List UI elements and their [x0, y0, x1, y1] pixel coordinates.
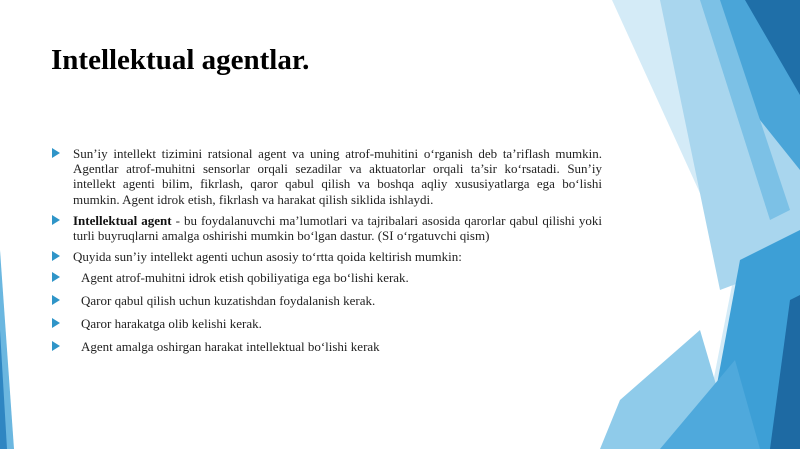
- bullet-text: Agent atrof-muhitni idrok etish qobiliyatiga ega bo‘lishi kerak.: [81, 270, 409, 286]
- bullet-text: Quyida sun’iy intellekt agenti uchun asosiy to‘rtta qoida keltirish mumkin:: [73, 249, 462, 265]
- bullet-item: [52, 249, 602, 264]
- bullet-item: [52, 339, 602, 354]
- triangle-arrow-icon: [52, 341, 60, 351]
- triangle-arrow-icon: [52, 215, 60, 225]
- bullet-item: [52, 293, 602, 308]
- triangle-arrow-icon: [52, 295, 60, 305]
- bullet-text: Sun’iy intellekt tizimini ratsional agent va uning atrof-muhitini o‘rganish deb ta’riflash mumkin. Agentlar atrof-muhitni sensorlar orqali sezadilar va aktuatorlar orqali ta’sir ko‘rsatadi. Sun’iy intellekt agenti bilim, fikrlash, qaror qabul qilish va boshqa aqliy xususiyatlarga ega bo‘lishi mumkin. Agent idrok etish, fikrlash va harakat qilish siklida ishlaydi.: [73, 146, 602, 207]
- triangle-arrow-icon: [52, 251, 60, 261]
- bullet-item: [52, 270, 602, 285]
- bullet-item: [52, 146, 602, 207]
- bullet-text: Qaror harakatga olib kelishi kerak.: [81, 315, 262, 331]
- bullet-bold-term: Intellektual agent: [73, 212, 172, 228]
- bullet-text: Qaror qabul qilish uchun kuzatishdan foydalanish kerak.: [81, 293, 376, 309]
- slide-title: Intellektual agentlar.: [51, 44, 310, 76]
- bullet-text: - bu foydalanuvchi ma’lumotlari va tajribalari asosida qarorlar qabul qilishi yoki turli buyruqlarni amalga oshirishi mumkin bo‘lgan dastur. (SI o‘rgatuvchi qism): [73, 212, 602, 244]
- triangle-arrow-icon: [52, 272, 60, 282]
- triangle-arrow-icon: [52, 318, 60, 328]
- bullet-list: [52, 146, 602, 361]
- triangle-arrow-icon: [52, 148, 60, 158]
- bullet-item: [52, 213, 602, 243]
- bullet-item: [52, 316, 602, 331]
- bullet-text: Agent amalga oshirgan harakat intellektual bo‘lishi kerak: [81, 338, 380, 354]
